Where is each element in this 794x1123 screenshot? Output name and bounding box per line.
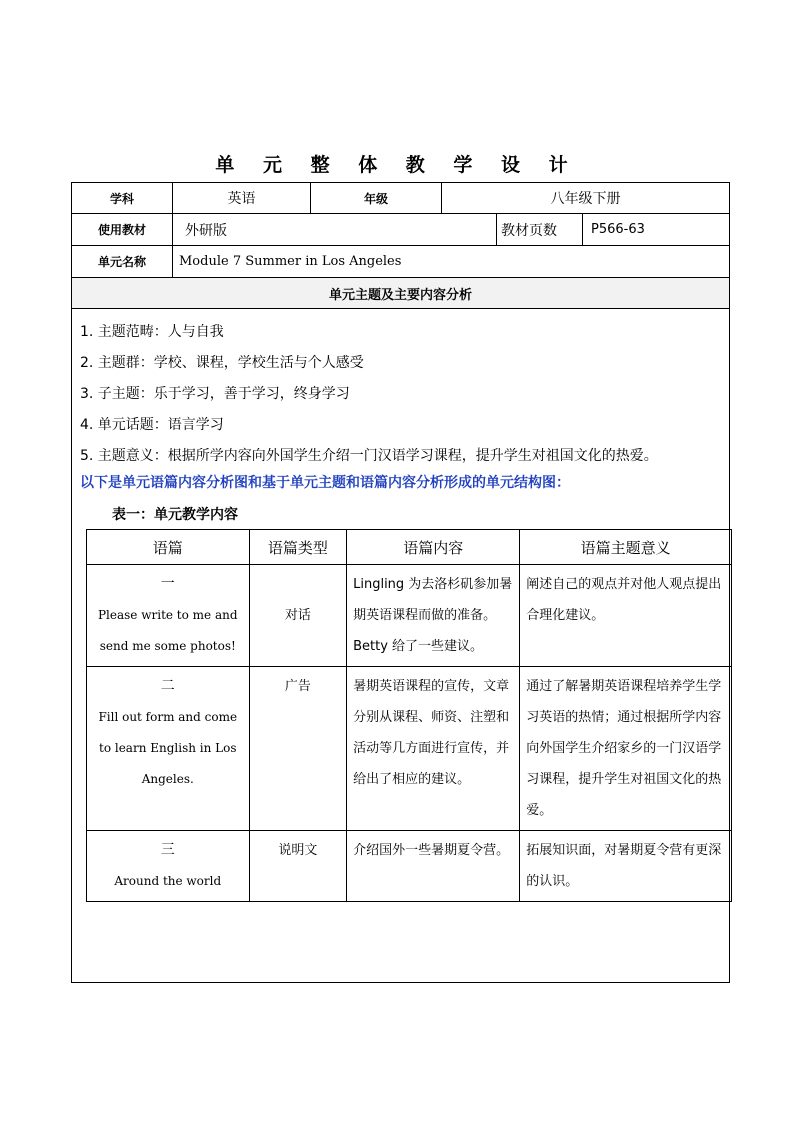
text-number: 二 bbox=[160, 678, 175, 694]
text-title: Fill out form and come to learn English in Los Angeles. bbox=[98, 710, 238, 786]
text-cell bbox=[87, 831, 250, 902]
text-cell bbox=[87, 667, 250, 831]
subject-label: 学科 bbox=[72, 183, 173, 214]
text-title: Please write to me and send me some photos! bbox=[97, 608, 238, 653]
pages-value: P566-63 bbox=[583, 214, 729, 246]
type-cell: 广告 bbox=[249, 667, 347, 831]
grade-label: 年级 bbox=[311, 183, 442, 214]
meaning-cell: 通过了解暑期英语课程培养学生学习英语的热情；通过根据所学内容向外国学生介绍家乡的一门汉语学习课程，提升学生对祖国文化的热爱。 bbox=[520, 667, 732, 831]
grade-value: 八年级下册 bbox=[442, 183, 729, 214]
text-cell bbox=[87, 565, 250, 667]
textbook-label: 使用教材 bbox=[72, 214, 173, 246]
pages-label: 教材页数 bbox=[497, 214, 583, 246]
structure-intro: 以下是单元语篇内容分析图和基于单元主题和语篇内容分析形成的单元结构图： bbox=[80, 475, 570, 491]
theme-points bbox=[80, 317, 720, 472]
theme-point: 4. 单元话题：语言学习 bbox=[80, 417, 224, 433]
content-cell: 介绍国外一些暑期夏令营。 bbox=[347, 831, 520, 902]
header-type: 语篇类型 bbox=[249, 530, 347, 565]
table-header-row bbox=[87, 530, 732, 565]
meaning-cell: 阐述自己的观点并对他人观点提出合理化建议。 bbox=[520, 565, 732, 667]
content-cell: 暑期英语课程的宣传，文章分别从课程、师资、注塑和活动等几方面进行宣传，并给出了相应的建议。 bbox=[347, 667, 520, 831]
text-number: 三 bbox=[160, 842, 175, 858]
text-number: 一 bbox=[160, 576, 175, 592]
document-title: 单 元 整 体 教 学 设 计 bbox=[215, 154, 579, 176]
meaning-cell: 拓展知识面，对暑期夏令营有更深的认识。 bbox=[520, 831, 732, 902]
table-row bbox=[87, 565, 732, 667]
header-meaning: 语篇主题意义 bbox=[520, 530, 732, 565]
subject-value: 英语 bbox=[173, 183, 311, 214]
theme-point: 1. 主题范畴：人与自我 bbox=[80, 324, 224, 340]
textbook-value: 外研版 bbox=[173, 214, 497, 246]
content-cell: Lingling 为去洛杉矶参加暑期英语课程而做的准备。Betty 给了一些建议。 bbox=[347, 565, 520, 667]
type-cell: 说明文 bbox=[249, 831, 347, 902]
theme-point: 2. 主题群：学校、课程，学校生活与个人感受 bbox=[80, 355, 364, 371]
section-heading: 单元主题及主要内容分析 bbox=[72, 278, 729, 309]
theme-point: 3. 子主题：乐于学习，善于学习，终身学习 bbox=[80, 386, 350, 402]
table-row bbox=[87, 831, 732, 902]
teaching-content-table bbox=[86, 529, 732, 902]
header-text: 语篇 bbox=[87, 530, 250, 565]
unit-value: Module 7 Summer in Los Angeles bbox=[173, 246, 729, 278]
theme-point: 5. 主题意义：根据所学内容向外国学生介绍一门汉语学习课程，提升学生对祖国文化的热爱。 bbox=[80, 448, 658, 464]
type-cell: 对话 bbox=[249, 565, 347, 667]
text-title: Around the world bbox=[114, 874, 222, 888]
table-caption: 表一：单元教学内容 bbox=[112, 507, 238, 523]
table-row bbox=[87, 667, 732, 831]
design-form bbox=[71, 182, 730, 983]
unit-label: 单元名称 bbox=[72, 246, 173, 278]
header-content: 语篇内容 bbox=[347, 530, 520, 565]
